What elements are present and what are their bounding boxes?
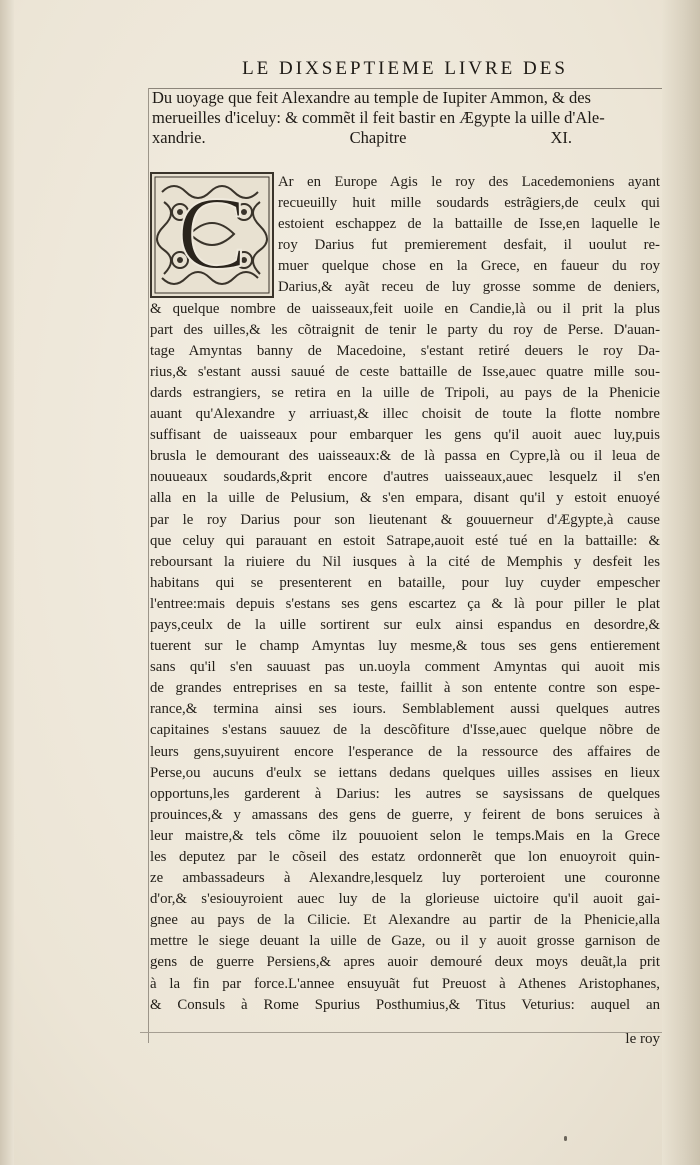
chapter-title-line: Du uoyage que feit Alexandre au temple de Iupiter Ammon, & des <box>152 88 591 107</box>
text-line: de grandes entreprises en sa teste, faillit à son entente contre son espe- <box>150 680 660 697</box>
text-line: sans qu'il s'en sauuast pas un.uoyla comment Amyntas qui auoit mis <box>150 659 660 676</box>
text-line: tage Amyntas banny de Macedoine, s'estant retiré deuers le roy Da- <box>150 342 660 359</box>
text-line: nouueaux soudards,&prit encore d'autres uaisseaux,auec lesquelz il s'en <box>150 469 660 486</box>
text-line: reboursant la riuiere du Nil iusques à la cité de Memphis y desfeit les <box>150 553 660 570</box>
text-line: pays,ceulx de la uille sortirent sur eulx ainsi espandus en desordre,& <box>150 616 660 633</box>
chapter-label: Chapitre <box>349 128 407 147</box>
text-line: par le roy Darius pour son lieutenant & gouuerneur d'Ægypte,à cause <box>150 511 660 528</box>
text-line: auant qu'Alexandre y arriuast,& illec choisit de toute la flotte nombre <box>150 406 660 423</box>
dropcap-letter: C <box>177 176 247 291</box>
text-line: brusla le demourant des uaisseaux:& de là passa en Cypre,là ou il leua de <box>150 448 660 465</box>
text-line: d'or,& s'esiouyroient auec luy de la glorieuse uictoire qu'il auoit gai- <box>150 891 660 908</box>
text-line: habitans qui se presenterent en bataille, pour luy cuyder empescher <box>150 574 660 591</box>
chapter-title-line: merueilles d'iceluy: & commẽt il feit bastir en Ægypte la uille d'Ale- <box>152 108 605 127</box>
text-line: muer quelque chose en la Grece, en faueur du roy <box>278 258 660 275</box>
text-line: mettre le siege deuant la uille de Gaze, ou il y auoit grosse garnison de <box>150 933 660 950</box>
text-line: prouinces,& y amassans des gens de guerre, y feirent de bons seruices à <box>150 806 660 823</box>
text-line: opportuns,les garderent à Darius: les autres se saysissans de quelques <box>150 785 660 802</box>
body-text <box>150 172 660 1016</box>
catchword: le roy <box>625 1031 660 1047</box>
text-line: suffisant de uaisseaux pour embarquer les gens qu'il auoit auec luy,puis <box>150 427 660 444</box>
text-line: gnee au pays de la Cilicie. Et Alexandre au partir de la Phenicie,alla <box>150 912 660 929</box>
chapter-title-last-line <box>152 128 572 148</box>
binding-gutter <box>0 0 14 1165</box>
text-line: l'entree:mais depuis s'estans ses gens escartez ça & là pour piller le plat <box>150 595 660 612</box>
text-line: recueuilly huit mille soudards estrãgiers,de ceulx qui <box>278 195 660 212</box>
text-line: & Consuls à Rome Spurius Posthumius,& Titus Veturius: auquel an <box>150 996 660 1013</box>
text-line: les deputez par le cõseil des estatz ordonnerẽt que lon enuoyroit quin- <box>150 849 660 865</box>
text-line: gens de guerre Persiens,& apres auoir demouré deux moys deuãt,la prit <box>150 954 660 971</box>
running-head: LE DIXSEPTIEME LIVRE DES <box>242 58 568 79</box>
text-line: Ar en Europe Agis le roy des Lacedemoniens ayant <box>278 174 660 190</box>
text-line: alla en la uille de Pelusium, & s'en empara, disant qu'il y estoit enuoyé <box>150 490 660 507</box>
text-line: dards estrangiers, se retira en la uille de Tripoli, au pays de la Phenicie <box>150 384 660 401</box>
page-edge <box>662 0 700 1165</box>
text-line: & quelque nombre de uaisseaux,feit uoile en Candie,là ou il prit la plus <box>150 300 660 317</box>
text-line: à la fin par force.L'annee ensuyuãt fut Preuost à Athenes Aristophanes, <box>150 975 660 992</box>
text-line: part des uilles,& les cõtraignit de tenir le party du roy de Perse. D'auan- <box>150 321 660 338</box>
chapter-heading <box>152 88 660 148</box>
text-line: rance,& termina ainsi ses iours. Semblablement aussi quelques autres <box>150 701 660 718</box>
ink-speck <box>564 1136 567 1141</box>
text-line: roy Darius fut premierement desfait, il uoulut re- <box>278 237 660 254</box>
left-margin-rule <box>148 88 149 1043</box>
text-line: estoient eschappez de la battaille de Isse,en laquelle le <box>278 216 660 233</box>
text-line: que celuy qui parauant en estoit Satrape,auoit esté tué en la battaille: & <box>150 532 660 549</box>
text-line: ze ambassadeurs à Alexandre,lesquelz luy porteroient une couronne <box>150 870 660 887</box>
chapter-number: XI. <box>550 128 572 147</box>
text-line: Darius,& ayãt receu de luy grosse somme de deniers, <box>278 279 660 296</box>
text-line: Perse,ou aucuns d'eulx se iettans dedans quelques uilles assises en lieux <box>150 764 660 781</box>
text-line: leurs gens,suyuirent encore l'esperance de la ressource des affaires de <box>150 743 660 760</box>
text-line: leur maistre,& tels cõme ilz pouuoient selon le temps.Mais en la Grece <box>150 827 660 844</box>
text-line: rius,& s'estant aussi sauué de ceste battaille de Isse,auec quatre mille sou- <box>150 363 660 380</box>
text-line: tuerent sur le champ Amyntas luy mesme,& tous ses gens entierement <box>150 638 660 655</box>
text-line: capitaines s'estans sauuez de la descõfiture d'Isse,auec quelque nõbre de <box>150 722 660 739</box>
chapter-title-end: xandrie. <box>152 128 206 147</box>
